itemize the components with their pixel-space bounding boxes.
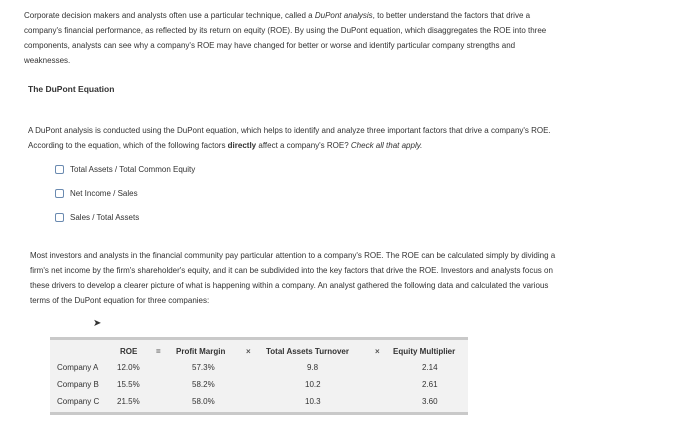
dupont-table <box>50 337 468 415</box>
row-total-assets-turnover: 9.8 <box>307 363 319 372</box>
option-total-assets-common-equity[interactable] <box>55 165 195 174</box>
row-roe: 12.0% <box>117 363 140 372</box>
multiply-sign: × <box>246 347 251 356</box>
question-line: affect a company's ROE? <box>256 141 351 150</box>
paragraph-line: Most investors and analysts in the financial community pay particular attention to a company's ROE. The ROE can be calculated simply by dividing a <box>30 251 556 260</box>
question-line: A DuPont analysis is conducted using the DuPont equation, which helps to identify and analyze three important factors that drive a company's ROE. <box>28 126 551 135</box>
row-roe: 21.5% <box>117 397 140 406</box>
intro-text: company's financial performance, as reflected by its return on equity (ROE). By using the DuPont equation, which disaggregates the ROE into three <box>24 26 547 35</box>
intro-text: components, analysts can see why a company's ROE may have changed for better or worse and identify particular company strengths and <box>24 41 516 50</box>
check-all-instruction: Check all that apply. <box>350 141 423 150</box>
checkbox[interactable] <box>55 213 64 222</box>
row-total-assets-turnover: 10.3 <box>305 397 321 406</box>
option-net-income-sales[interactable] <box>55 189 138 198</box>
row-profit-margin: 57.3% <box>192 363 215 372</box>
row-roe: 15.5% <box>117 380 140 389</box>
option-label: Net Income / Sales <box>70 189 138 198</box>
row-equity-multiplier: 2.14 <box>422 363 438 372</box>
paragraph-line: firm's net income by the firm's shareholder's equity, and it can be subdivided into the key factors that drive the ROE. Investors and analysts focus on <box>30 266 553 275</box>
row-company-name: Company A <box>57 363 99 372</box>
paragraph-line: terms of the DuPont equation for three companies: <box>30 296 210 305</box>
row-company-name: Company C <box>57 397 100 406</box>
option-label: Sales / Total Assets <box>70 213 140 222</box>
header-roe: ROE <box>120 347 138 356</box>
row-profit-margin: 58.0% <box>192 397 215 406</box>
option-label: Total Assets / Total Common Equity <box>70 165 196 174</box>
row-profit-margin: 58.2% <box>192 380 215 389</box>
option-sales-total-assets[interactable] <box>55 213 139 222</box>
equals-sign: = <box>156 347 161 356</box>
mouse-cursor-icon: ➤ <box>93 318 102 329</box>
paragraph-line: these drivers to develop a clearer picture of what is happening within a company. An analyst gathered the following data and calculated the various <box>30 281 549 290</box>
header-total-assets-turnover: Total Assets Turnover <box>266 347 349 356</box>
section-title: The DuPont Equation <box>28 84 115 94</box>
paragraph-roe-explanation <box>30 248 680 308</box>
directly-emphasis: directly <box>227 141 257 150</box>
row-equity-multiplier: 2.61 <box>422 380 438 389</box>
intro-text: weaknesses. <box>24 56 71 65</box>
table-top-rule <box>50 337 468 340</box>
intro-text: Corporate decision makers and analysts often use a particular technique, called a <box>24 11 315 20</box>
row-equity-multiplier: 3.60 <box>422 397 438 406</box>
dupont-analysis-term: DuPont analysis <box>314 11 373 20</box>
row-total-assets-turnover: 10.2 <box>305 380 321 389</box>
table-bottom-rule <box>50 412 468 415</box>
multiply-sign: × <box>375 347 380 356</box>
checkbox[interactable] <box>55 165 64 174</box>
question-line: According to the equation, which of the following factors <box>28 141 228 150</box>
question-text <box>28 123 678 153</box>
row-company-name: Company B <box>57 380 99 389</box>
intro-text: , to better understand the factors that drive a <box>372 11 531 20</box>
checkbox[interactable] <box>55 189 64 198</box>
header-equity-multiplier: Equity Multiplier <box>393 347 456 356</box>
intro-paragraph <box>24 8 664 68</box>
header-profit-margin: Profit Margin <box>176 347 226 356</box>
